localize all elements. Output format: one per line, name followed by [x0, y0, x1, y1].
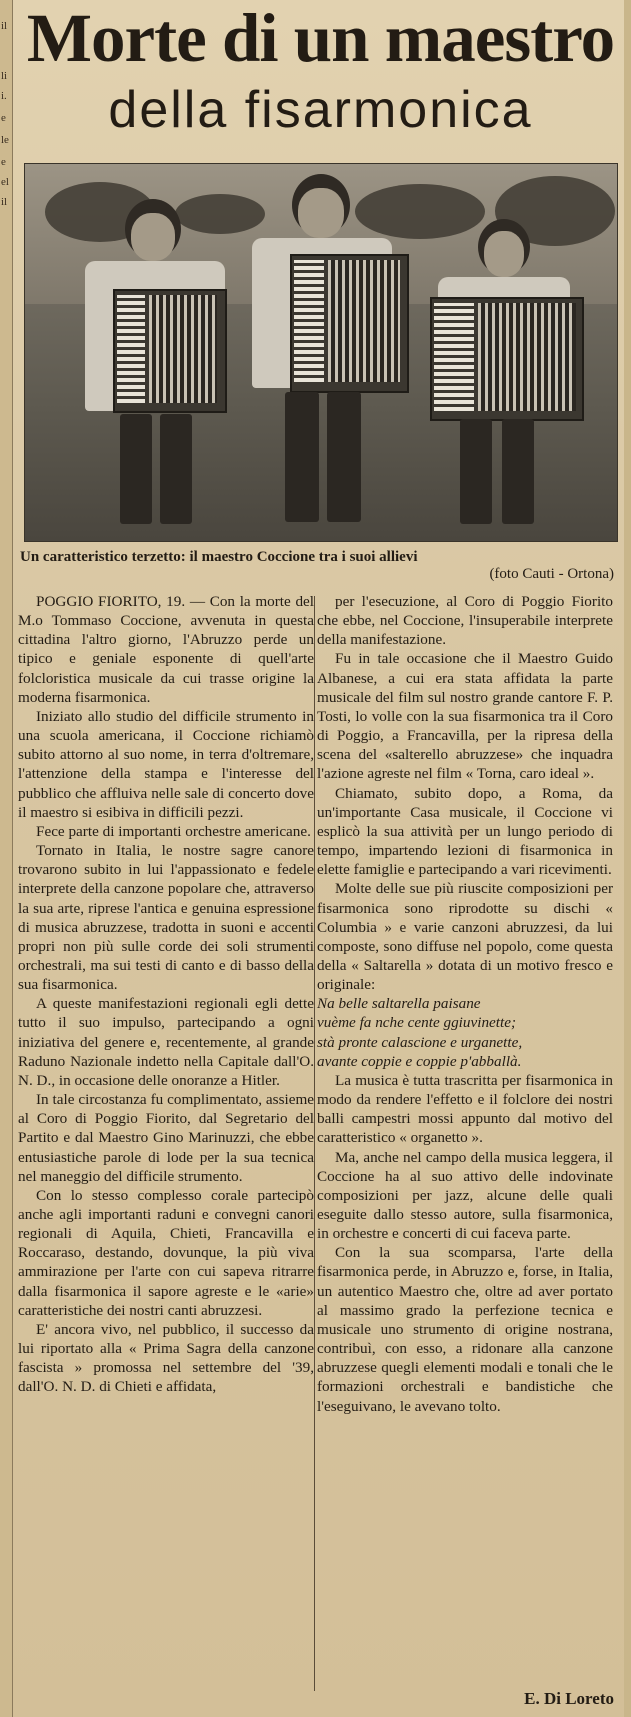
photo-person-left [65, 199, 235, 539]
right-edge-strip [624, 0, 631, 1717]
paragraph: Con lo stesso complesso corale partecipò anche agli importanti raduni e convegni canori regionali di Aquila, Chieti, Francavilla e Roccaraso, destando, dovunque, la più viva ammirazione per l'arte con cui sapeva ritrarre dalla fisarmonica il sapore agreste e le «arie» caratteristiche dei nostri canti abruzzesi. [18, 1186, 314, 1319]
photo-person-center [230, 174, 410, 539]
verse-line: avante coppie e coppie p'abballà. [317, 1052, 522, 1070]
paragraph: Iniziato allo studio del difficile strumento in una scuola americana, il Coccione richiamò subito attorno al suo nome, in terra d'oltremare, l'attenzione della stampa e l'interesse del pubblico che affluiva nelle sale di concerto dove il maestro si esibiva in difficili pezzi. [18, 707, 314, 821]
paragraph: Chiamato, subito dopo, a Roma, da un'importante Casa musicale, il Coccione vi esplicò la sua attività per un lungo periodo di tempo, impartendo lezioni di fisarmonica in elette famiglie e partecipando a vari ricevimenti. [317, 784, 613, 879]
margin-fragment: le [1, 134, 9, 146]
paragraph: Ma, anche nel campo della musica leggera, il Coccione ha al suo attivo delle indovinate composizioni per jazz, alcune delle quali eseguite dallo stesso autore, sulla fisarmonica, in orchestre e concerti di cui faceva parte. [317, 1148, 613, 1243]
paragraph: Molte delle sue più riuscite composizioni per fisarmonica sono riprodotte su dischi « Columbia » e varie canzoni abruzzesi, da lui composte, sono diffuse nel popolo, come questa della « Saltarella » dotata di un motivo fresco e originale: [317, 880, 613, 994]
margin-fragment: e [1, 156, 6, 168]
paragraph: Con la sua scomparsa, l'arte della fisarmonica perde, in Abruzzo e, forse, in Italia, un autentico Maestro che, oltre ad aver portato al massimo grado la perfezione tecnica e musicale uno strumento di origine nostrana, contribuì, con esso, a ridonare alla canzone abruzzese quegli elementi modali e tonali che le formazioni orchestrali e bandistiche che l'eseguivano, le avevano tolto. [317, 1244, 613, 1415]
headline-sub: della fisarmonica [108, 81, 533, 139]
paragraph: Tornato in Italia, le nostre sagre canore trovarono subito in lui l'appassionato e fedele interprete della canzone popolare che, attraverso la sua arte, riprese l'antica e genuina espressione di musica abruzzese, tradotta in suoni e accenti propri non più sulle corde dei soli strumenti orchestrali, ma sui testi di canto e di basso della sua fisarmonica. [18, 842, 314, 994]
paragraph: In tale circostanza fu complimentato, assieme al Coro di Poggio Fiorito, dal Segretario del Partito e dal Maestro Gino Marinuzzi, che ebbe entusiastiche parole di lode per la sua tecnica nel maneggio del difficile strumento. [18, 1091, 314, 1185]
paragraph: E' ancora vivo, nel pubblico, il successo da lui riportato alla « Prima Sagra della canzone fascista » promossa nel settembre del '39, dall'O. N. D. di Chieti e affidata, [18, 1320, 314, 1396]
margin-fragment: il [1, 20, 8, 32]
photo-credit: (foto Cauti - Ortona) [489, 566, 614, 582]
paragraph: per l'esecuzione, al Coro di Poggio Fiorito che ebbe, nel Coccione, l'insuperabile interprete della manifestazione. [317, 593, 613, 649]
headline-main: Morte di un maestro [26, 0, 615, 76]
verse-line: vuème fa nche cente ggiuvinette; [317, 1014, 517, 1032]
verse-line: Na belle saltarella paisane [317, 995, 481, 1013]
article-photo [24, 163, 618, 542]
paragraph: A queste manifestazioni regionali egli dette tutto il suo impulso, partecipando a ogni iniziativa del genere e, recentemente, al grande Raduno Nazionale indetto nella Capitale dall'O. N. D., in occasione delle onoranze a Hitler. [18, 995, 314, 1089]
margin-fragment: e [1, 112, 6, 124]
margin-fragment: i. [1, 90, 7, 102]
photo-person-right [420, 219, 600, 539]
article-column-right [317, 592, 613, 1416]
left-margin-strip [0, 0, 13, 1717]
paragraph: POGGIO FIORITO, 19. — Con la morte del M.o Tommaso Coccione, avvenuta in questa cittadina l'altro giorno, l'Abruzzo perde un tipico e geniale esponente di quell'arte folcloristica musicale da cui trasse origine la moderna fisarmonica. [18, 593, 314, 706]
byline: E. Di Loreto [524, 1689, 614, 1708]
paragraph: Fece parte di importanti orchestre americane. [36, 822, 311, 840]
verse-line: stà pronte calascione e urganette, [317, 1033, 523, 1051]
paragraph: Fu in tale occasione che il Maestro Guido Albanese, a cui era stata affidata la parte musicale del film sul nostro grande cantore F. P. Tosti, lo volle con la sua fisarmonica tra il Coro di Poggio, a Francavilla, per la ripresa della scena del «salterello abruzzese» che inquadra l'azione agreste nel film « Torna, caro ideal ». [317, 650, 613, 783]
article-column-left [18, 592, 314, 1397]
photo-caption: Un caratteristico terzetto: il maestro Coccione tra i suoi allievi [20, 549, 418, 565]
margin-fragment: il [1, 196, 8, 208]
margin-fragment: li [1, 70, 8, 82]
paragraph: La musica è tutta trascritta per fisarmonica in modo da rendere l'effetto e il folclore dei nostri balli campestri mossi appunto dal motivo del caratteristico « organetto ». [317, 1071, 613, 1147]
column-divider [314, 596, 315, 1691]
margin-fragment: el [1, 176, 9, 188]
